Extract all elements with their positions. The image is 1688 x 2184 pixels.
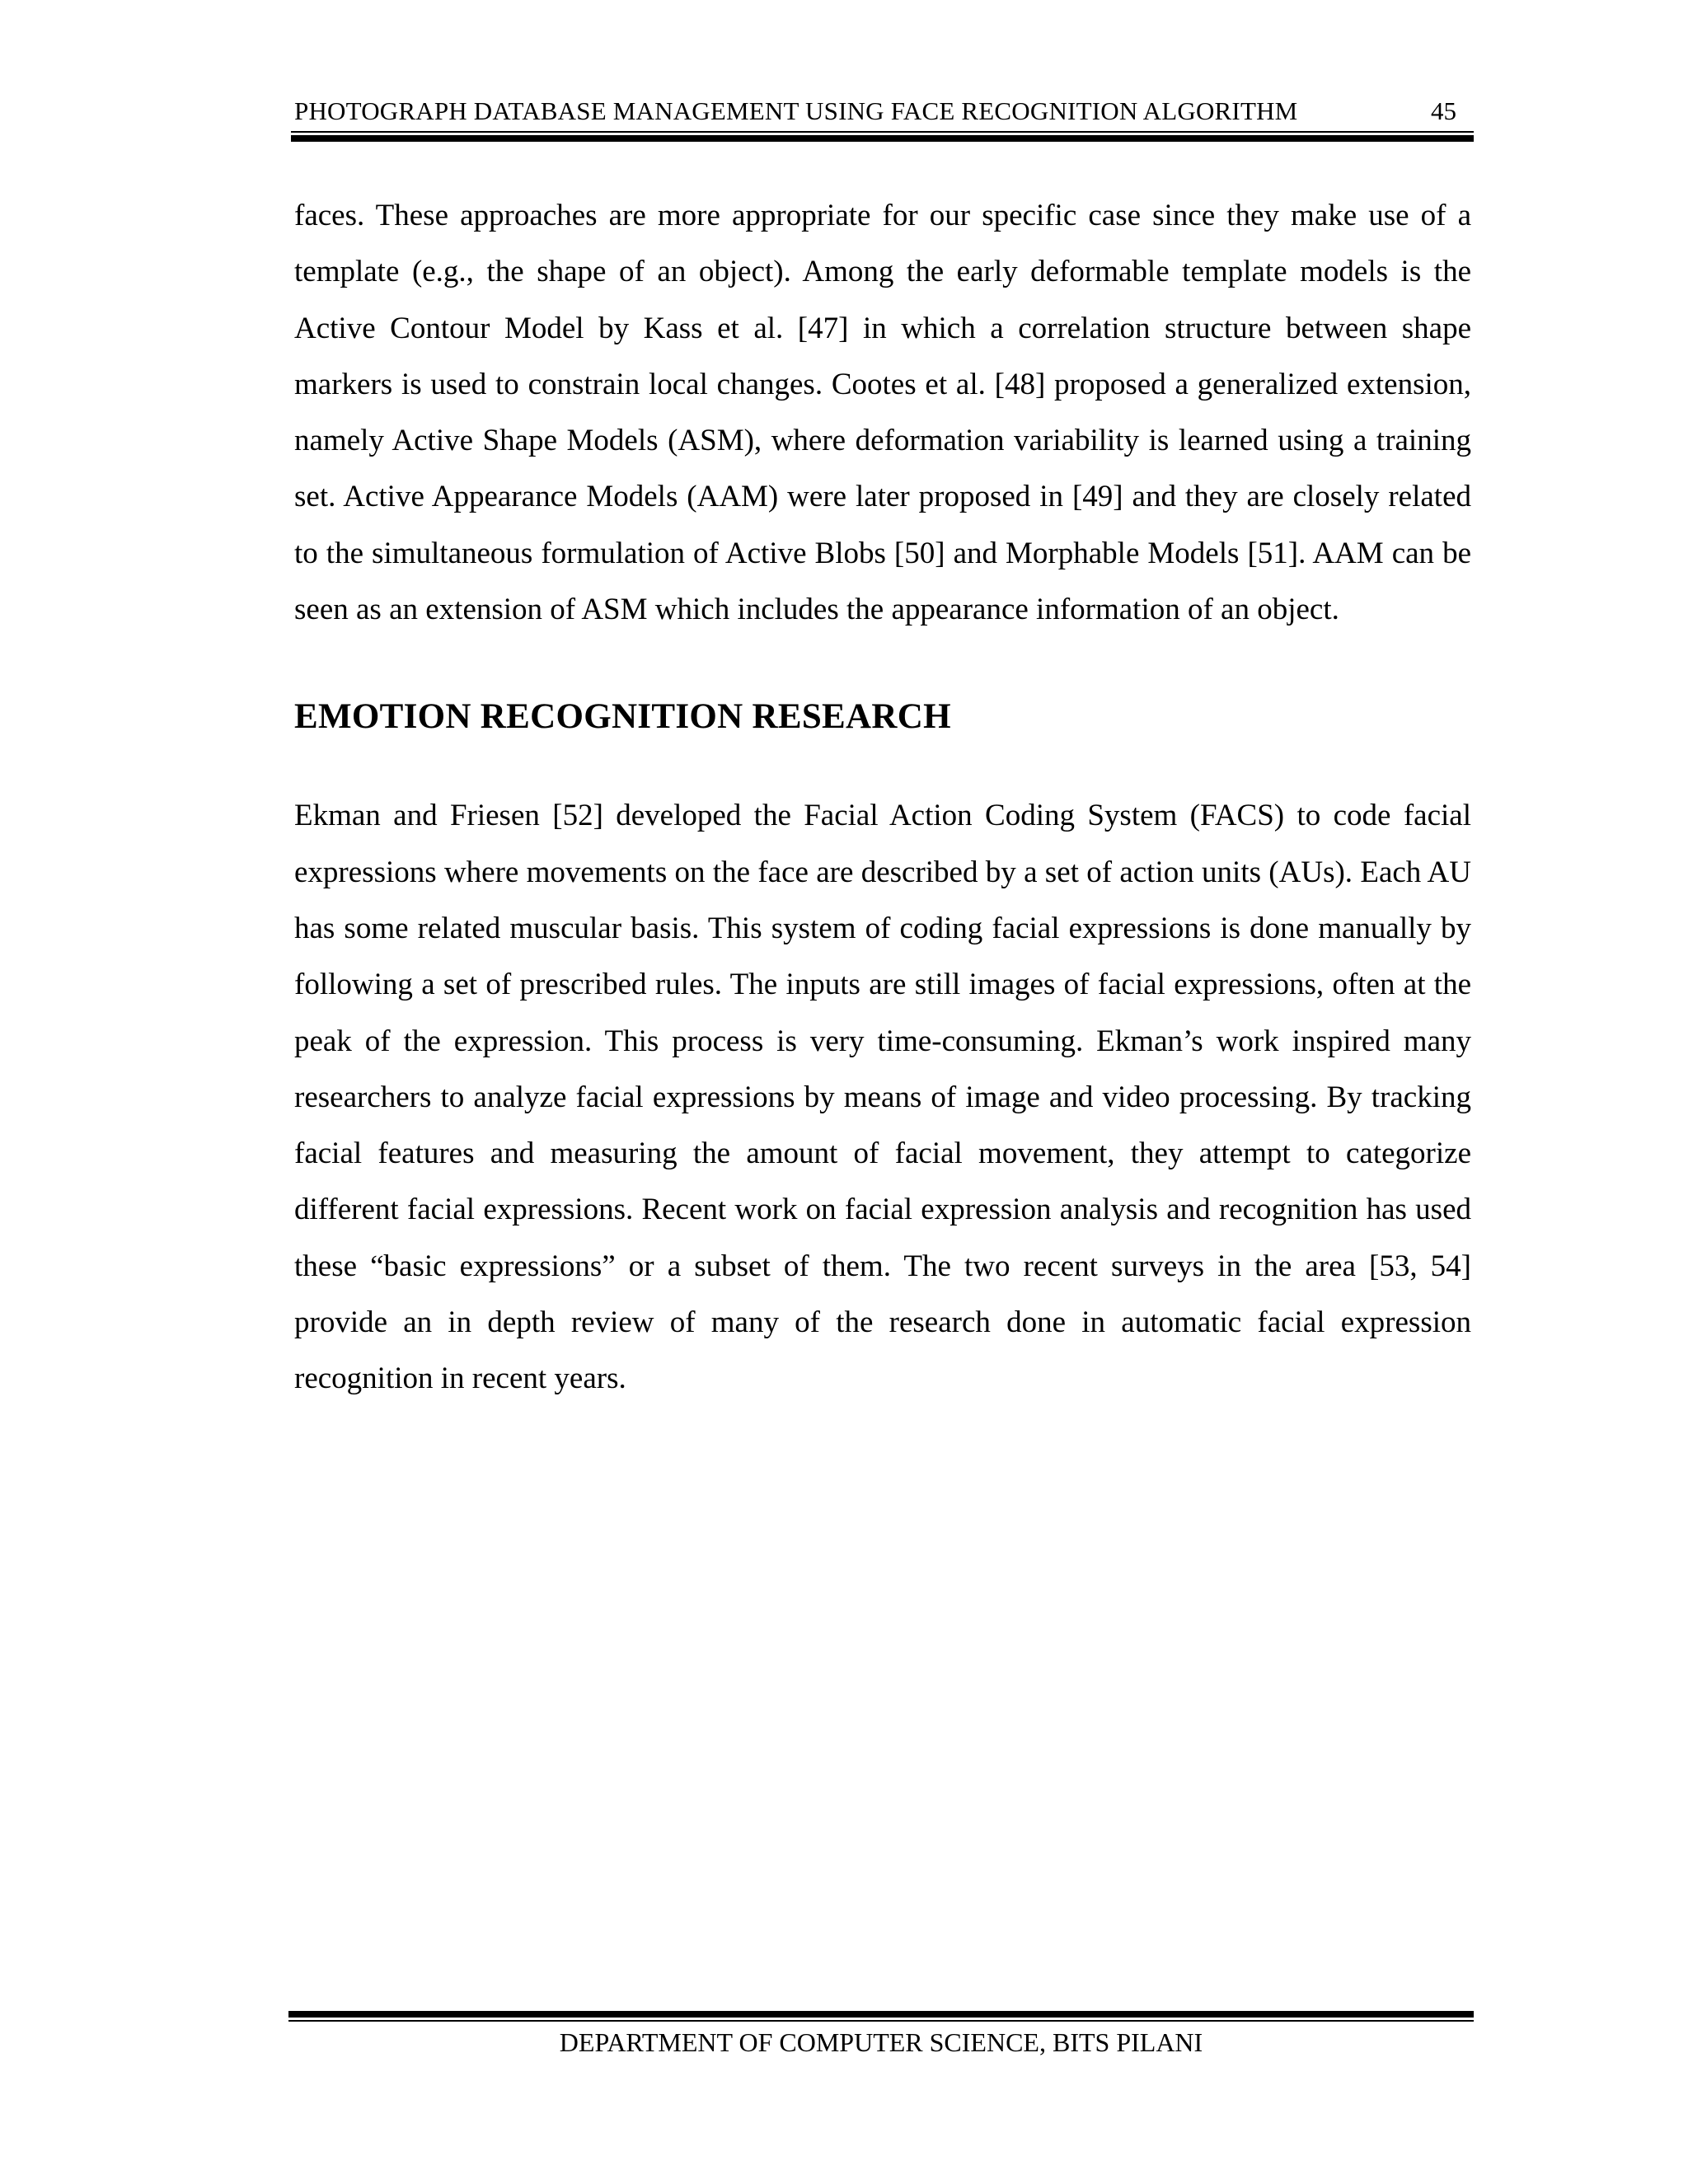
header-rule: [291, 131, 1474, 142]
section-heading: EMOTION RECOGNITION RESEARCH: [294, 697, 951, 737]
page-content: [294, 188, 1471, 1408]
page-header: [294, 97, 1473, 125]
body-paragraph-1: faces. These approaches are more appropriate for our specific case since they make use of a template (e.g., the shape of an object). Among the early deformable template models is the Active Contour Model by Kass et al. [47] in which a correlation structure between shape markers is used to constrain local changes. Cootes et al. [48] proposed a generalized extension, namely Active Shape Models (ASM), where deformation variability is learned using a training set. Active Appearance Models (AAM) were later proposed in [49] and they are closely related to the simultaneous formulation of Active Blobs [50] and Morphable Models [51]. AAM can be seen as an extension of ASM which includes the appearance information of an object.: [294, 199, 1471, 627]
footer-rule: [288, 2011, 1474, 2022]
page-footer: DEPARTMENT OF COMPUTER SCIENCE, BITS PILANI: [559, 2027, 1203, 2057]
body-paragraph-2: Ekman and Friesen [52] developed the Facial Action Coding System (FACS) to code facial expressions where movements on the face are described by a set of action units (AUs). Each AU has some related muscular basis. This system of coding facial expressions is done manually by following a set of prescribed rules. The inputs are still images of facial expressions, often at the peak of the expression. This process is very time-consuming. Ekman’s work inspired many researchers to analyze facial expressions by means of image and video processing. By tracking facial features and measuring the amount of facial movement, they attempt to categorize different facial expressions. Recent work on facial expression analysis and recognition has used these “basic expressions” or a subset of them. The two recent surveys in the area [53, 54] provide an in depth review of many of the research done in automatic facial expression recognition in recent years.: [294, 799, 1471, 1396]
running-title: PHOTOGRAPH DATABASE MANAGEMENT USING FACE RECOGNITION ALGORITHM: [294, 96, 1298, 125]
page-number: 45: [1431, 96, 1456, 125]
